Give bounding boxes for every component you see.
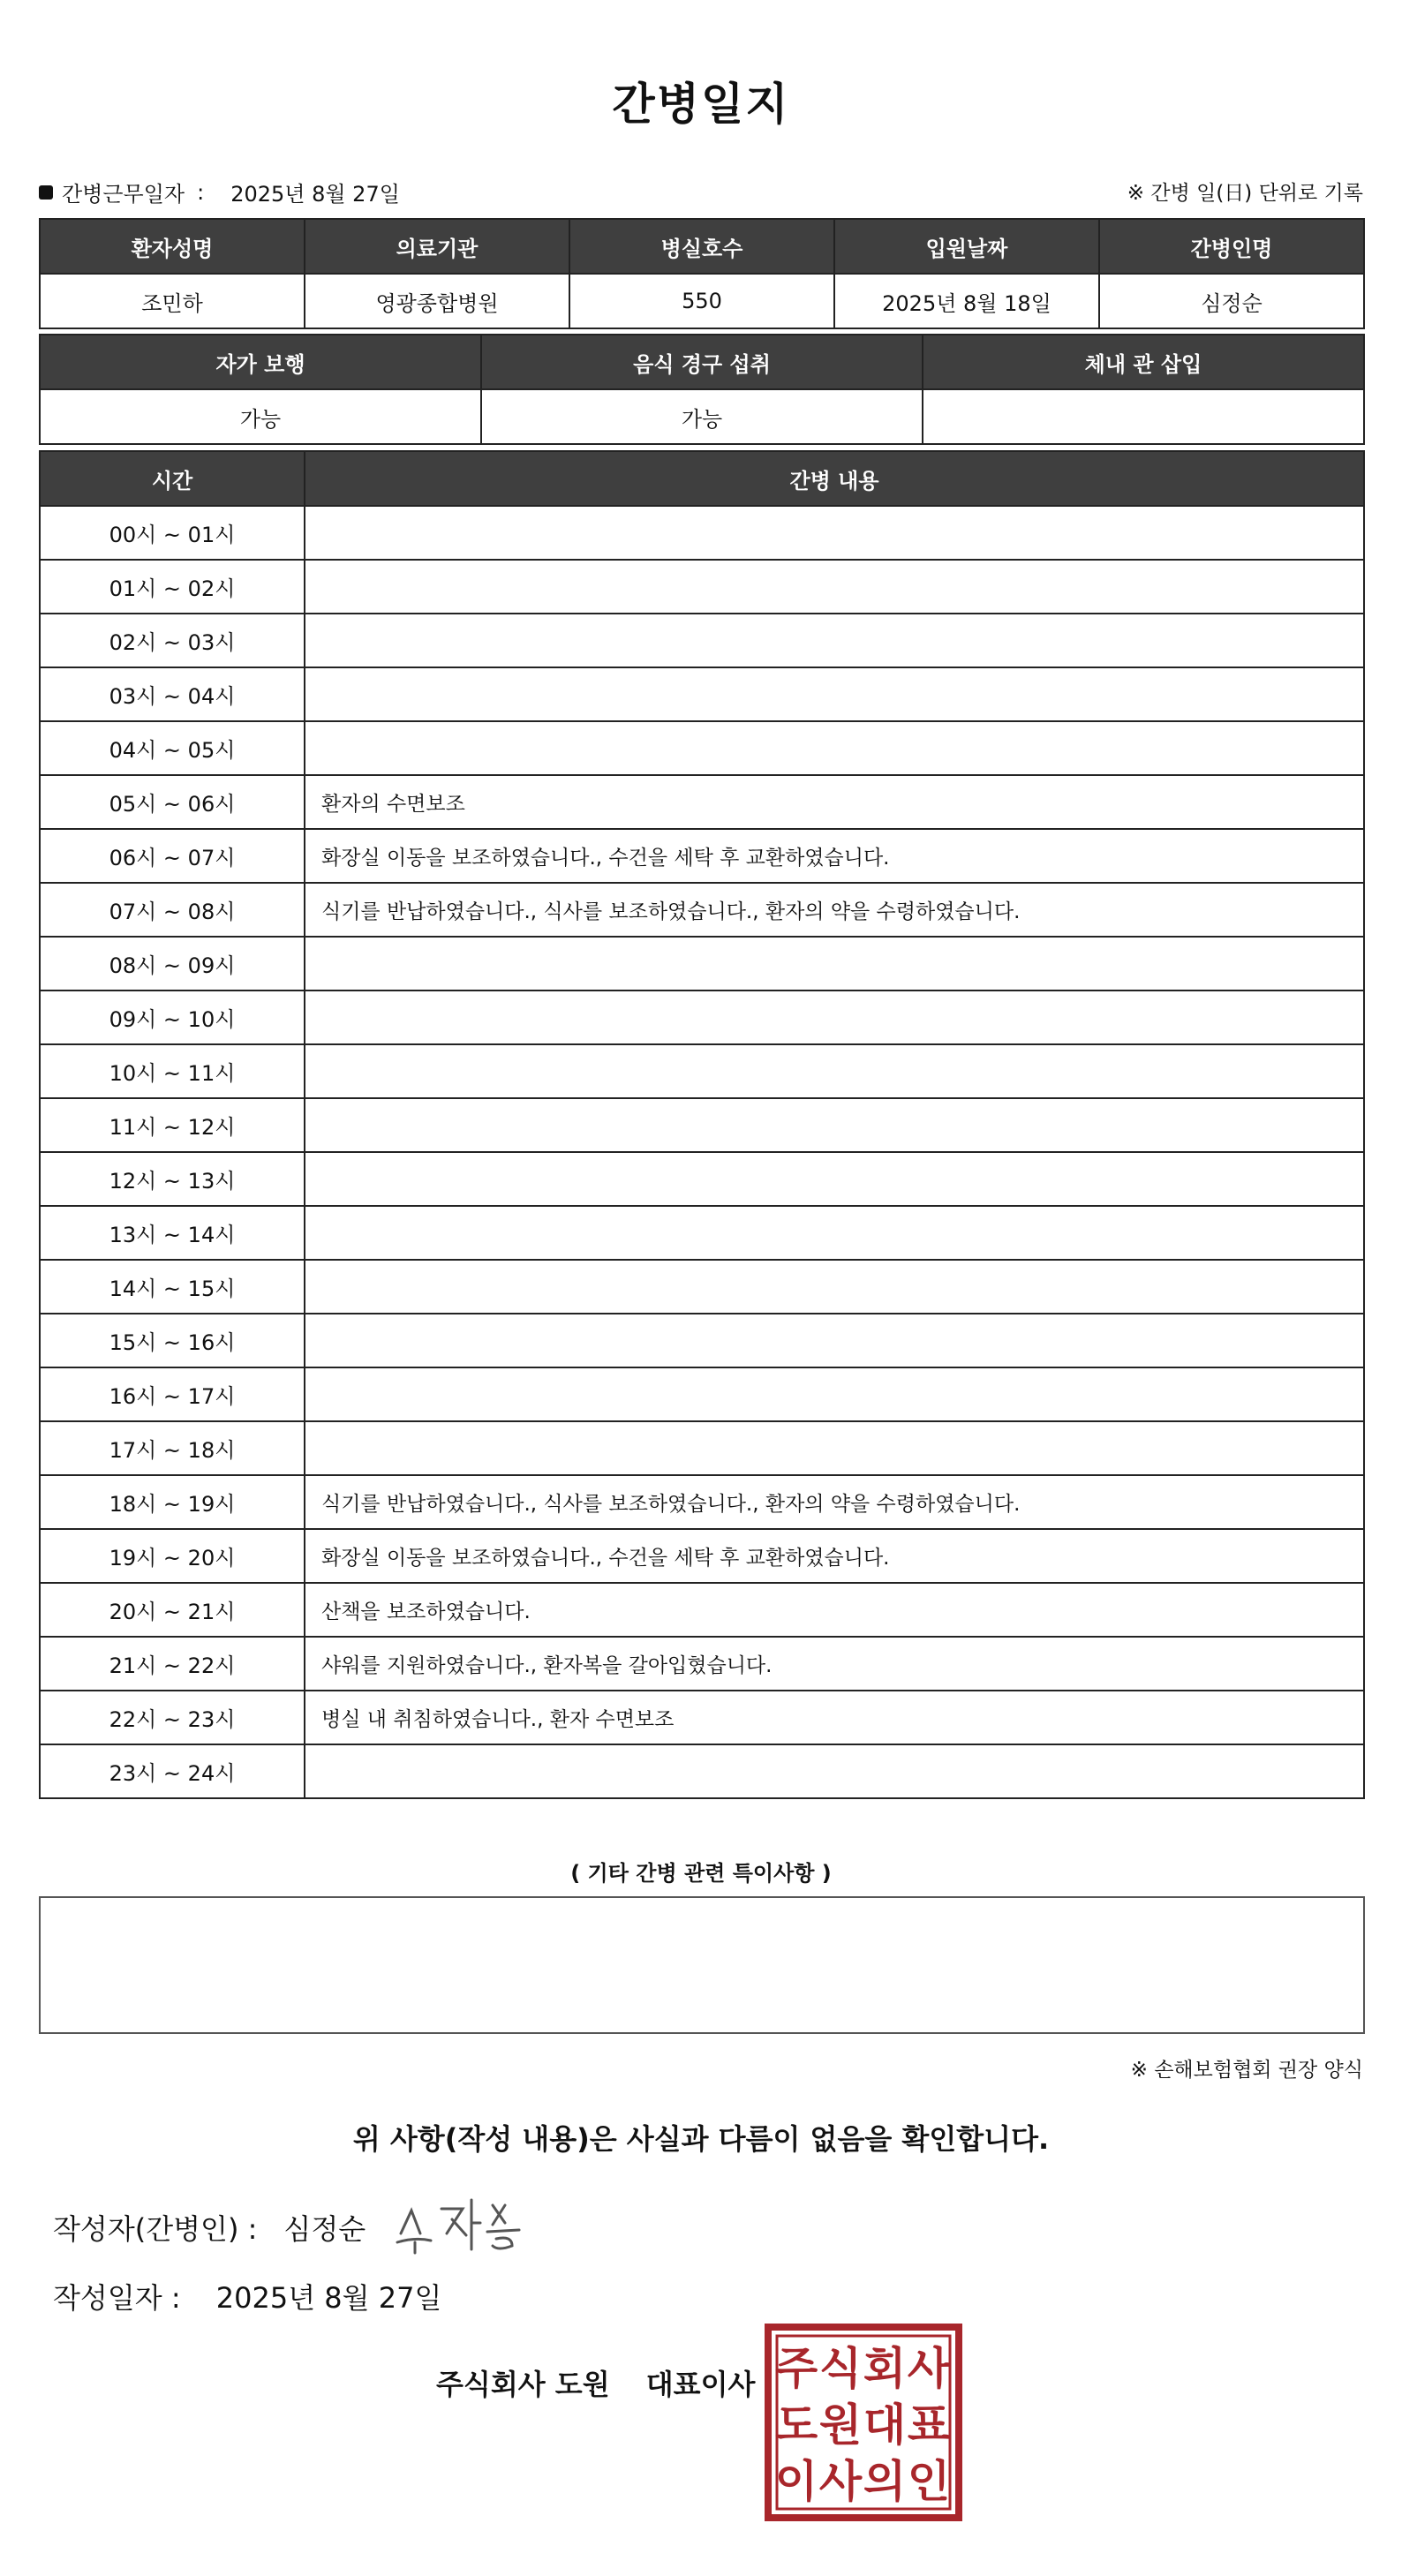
log-content-cell [305,1367,1364,1421]
seal-character: 이 [774,2456,818,2507]
table-row [40,721,1364,775]
page-title: 간병일지 [612,79,790,130]
work-date-line [39,177,400,207]
header-care-content: 간병 내용 [305,451,1364,506]
log-time-cell: 18시 ~ 19시 [40,1475,305,1529]
log-content-cell [305,1314,1364,1367]
log-content-cell [305,560,1364,614]
log-time-cell: 15시 ~ 16시 [40,1314,305,1367]
log-time-cell: 00시 ~ 01시 [40,506,305,560]
log-time-cell: 22시 ~ 23시 [40,1691,305,1744]
seal-character: 식 [818,2343,863,2394]
patient-info-table [39,218,1365,329]
log-content-cell [305,1421,1364,1475]
table-row [40,1206,1364,1260]
company-title: 대표이사 [645,2368,756,2401]
log-content-cell: 식기를 반납하였습니다., 식사를 보조하였습니다., 환자의 약을 수령하였습니다. [305,1475,1364,1529]
care-log-body [40,506,1364,1798]
table-row [40,1098,1364,1152]
log-content-cell [305,614,1364,667]
unit-note: ※ 간병 일(日) 단위로 기록 [1127,182,1363,205]
written-date-row [53,2276,441,2316]
header-tube-insertion: 체내 관 삽입 [923,335,1364,389]
seal-character: 사 [818,2456,863,2507]
table-row [40,990,1364,1044]
admission-date: 2025년 8월 18일 [834,274,1099,328]
seal-character: 도 [774,2399,818,2451]
written-date-value: 2025년 8월 27일 [215,2281,442,2315]
work-date-separator: : [197,179,205,205]
header-time: 시간 [40,451,305,506]
header-patient-name: 환자성명 [40,219,305,274]
header-hospital: 의료기관 [305,219,569,274]
table-row [40,775,1364,829]
log-content-cell: 산책을 보조하였습니다. [305,1583,1364,1637]
table-row [40,1367,1364,1421]
log-time-cell: 10시 ~ 11시 [40,1044,305,1098]
log-time-cell: 13시 ~ 14시 [40,1206,305,1260]
log-time-cell: 06시 ~ 07시 [40,829,305,883]
form-source-note: ※ 손해보험협회 권장 양식 [1130,2059,1363,2082]
seal-character: 회 [863,2343,907,2394]
written-date-label: 작성일자 : [53,2281,181,2315]
header-oral-intake: 음식 경구 섭취 [481,335,923,389]
log-time-cell: 04시 ~ 05시 [40,721,305,775]
log-content-cell [305,1152,1364,1206]
table-row [40,1691,1364,1744]
log-time-cell: 20시 ~ 21시 [40,1583,305,1637]
log-time-cell: 02시 ~ 03시 [40,614,305,667]
log-time-cell: 14시 ~ 15시 [40,1260,305,1314]
seal-character: 주 [774,2343,818,2394]
room-number: 550 [569,274,834,328]
log-time-cell: 11시 ~ 12시 [40,1098,305,1152]
log-time-cell: 21시 ~ 22시 [40,1637,305,1691]
table-row [40,1314,1364,1367]
confirmation-statement: 위 사항(작성 내용)은 사실과 다름이 없음을 확인합니다. [352,2122,1050,2156]
seal-character: 의 [863,2456,907,2507]
table-row [40,1044,1364,1098]
log-content-cell [305,721,1364,775]
log-content-cell: 샤워를 지원하였습니다., 환자복을 갈아입혔습니다. [305,1637,1364,1691]
header-room-number: 병실호수 [569,219,834,274]
work-date-label: 간병근무일자 [62,182,185,207]
table-row [40,1744,1364,1798]
table-row [40,667,1364,721]
log-time-cell: 03시 ~ 04시 [40,667,305,721]
notes-title: ( 기타 간병 관련 특이사항 ) [570,1861,832,1886]
log-content-cell [305,937,1364,990]
patient-status-table [39,334,1365,445]
handwritten-signature [388,2188,530,2258]
log-content-cell [305,506,1364,560]
meta-row [39,173,1363,208]
seal-character: 원 [818,2399,863,2451]
company-seal-stamp [765,2324,962,2521]
header-caregiver-name: 간병인명 [1099,219,1364,274]
table-row [40,1475,1364,1529]
log-content-cell [305,667,1364,721]
log-time-cell: 08시 ~ 09시 [40,937,305,990]
log-content-cell: 화장실 이동을 보조하였습니다., 수건을 세탁 후 교환하였습니다. [305,829,1364,883]
company-name: 주식회사 도원 [436,2368,610,2401]
table-row [40,1260,1364,1314]
table-row [40,1529,1364,1583]
seal-character: 표 [907,2399,951,2451]
table-row [40,1583,1364,1637]
log-time-cell: 12시 ~ 13시 [40,1152,305,1206]
log-time-cell: 09시 ~ 10시 [40,990,305,1044]
oral-intake-value: 가능 [481,389,923,444]
log-content-cell [305,1744,1364,1798]
header-self-walking: 자가 보행 [40,335,481,389]
table-row [40,560,1364,614]
care-log-table [39,450,1365,1799]
log-content-cell [305,1206,1364,1260]
writer-row [53,2207,366,2248]
square-bullet-icon [39,185,53,200]
log-time-cell: 07시 ~ 08시 [40,883,305,937]
log-content-cell: 화장실 이동을 보조하였습니다., 수건을 세탁 후 교환하였습니다. [305,1529,1364,1583]
table-row [40,1637,1364,1691]
hospital-name: 영광종합병원 [305,274,569,328]
table-row [40,883,1364,937]
log-content-cell [305,1260,1364,1314]
seal-character: 인 [907,2456,951,2507]
log-time-cell: 01시 ~ 02시 [40,560,305,614]
table-row [40,1152,1364,1206]
writer-label: 작성자(간병인) : [53,2212,258,2246]
log-content-cell: 병실 내 취침하였습니다., 환자 수면보조 [305,1691,1364,1744]
tube-insertion-value [923,389,1364,444]
log-time-cell: 16시 ~ 17시 [40,1367,305,1421]
table-row [40,506,1364,560]
log-content-cell: 환자의 수면보조 [305,775,1364,829]
work-date-value: 2025년 8월 27일 [230,182,400,207]
special-notes-box [39,1896,1365,2034]
seal-character: 사 [907,2343,951,2394]
table-row [40,829,1364,883]
table-row [40,937,1364,990]
log-time-cell: 05시 ~ 06시 [40,775,305,829]
company-line [436,2362,755,2403]
table-row [40,614,1364,667]
log-time-cell: 23시 ~ 24시 [40,1744,305,1798]
log-time-cell: 19시 ~ 20시 [40,1529,305,1583]
table-row [40,1421,1364,1475]
log-time-cell: 17시 ~ 18시 [40,1421,305,1475]
header-admission-date: 입원날짜 [834,219,1099,274]
log-content-cell [305,990,1364,1044]
seal-character: 대 [863,2399,907,2451]
log-content-cell [305,1044,1364,1098]
writer-name: 심정순 [283,2212,366,2246]
caregiver-name: 심정순 [1099,274,1364,328]
patient-name: 조민하 [40,274,305,328]
log-content-cell: 식기를 반납하였습니다., 식사를 보조하였습니다., 환자의 약을 수령하였습니다. [305,883,1364,937]
log-content-cell [305,1098,1364,1152]
self-walking-value: 가능 [40,389,481,444]
